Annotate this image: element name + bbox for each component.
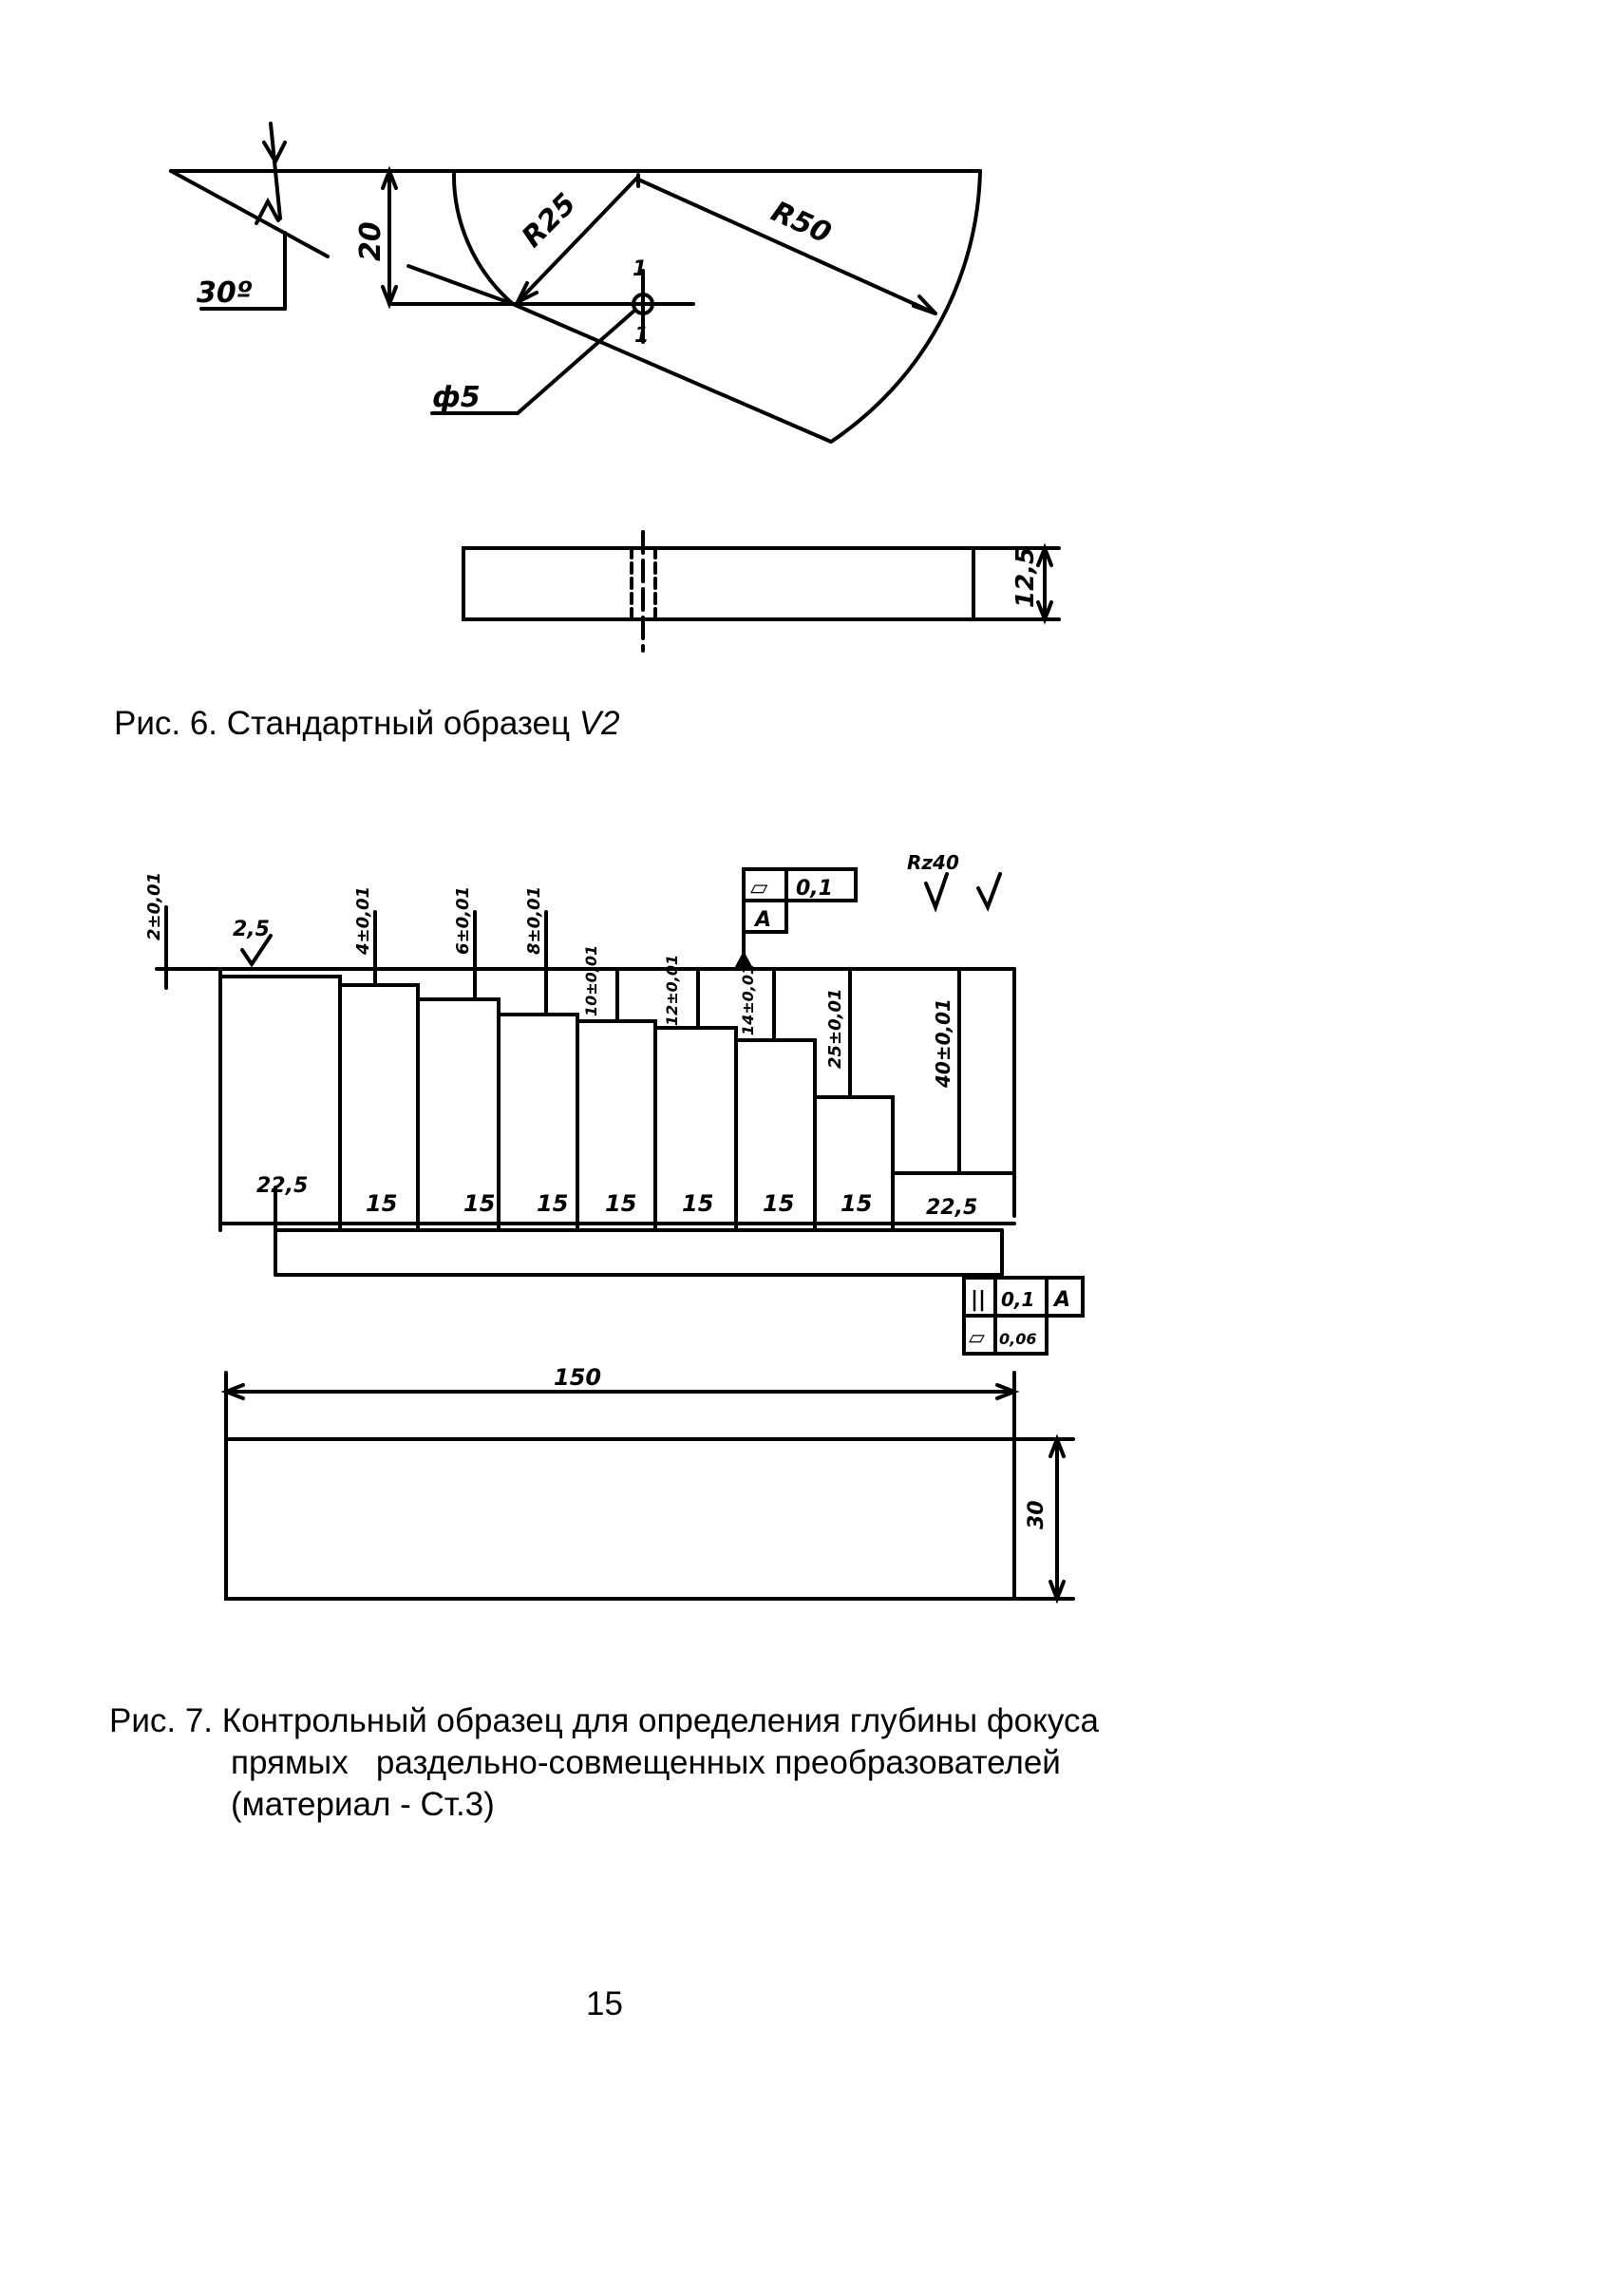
phi5-extension: [408, 266, 513, 304]
depth-label-6: 12±0,01: [663, 954, 681, 1026]
parallel-symbol: ||: [971, 1288, 987, 1312]
phi5-leader: [518, 311, 634, 413]
figure7-caption-line2: прямых раздельно-совмещенных преобразователей: [231, 1744, 1061, 1781]
depth-label-7: 14±0,01: [739, 963, 757, 1035]
flatness-2-symbol: ▱: [969, 1326, 985, 1350]
width-label-9: 22,5: [926, 1196, 978, 1220]
roughness-local-label: 2,5: [233, 918, 270, 941]
flatness-value: 0,1: [796, 877, 833, 901]
width-label: 30: [1025, 1500, 1049, 1529]
phi5-label: ф5: [432, 381, 481, 414]
figure6-drawing: [171, 123, 1059, 651]
depth-label-3: 6±0,01: [453, 885, 473, 955]
width-label-3: 15: [463, 1190, 496, 1217]
height-label: 20: [354, 221, 387, 261]
v2-side-view: [463, 548, 973, 619]
section-mark-bottom: 1: [634, 324, 650, 348]
block-plan-view: [226, 1439, 1014, 1599]
angle-label: 30º: [197, 276, 253, 310]
flatness-datum: A: [755, 908, 772, 932]
depth-label-4: 8±0,01: [524, 885, 544, 955]
figure7-caption-line1: Рис. 7. Контрольный образец для определения глубины фокуса: [109, 1702, 1099, 1739]
page-number: 15: [586, 1985, 623, 2022]
v2-outer-arc: [831, 171, 980, 442]
figure7-caption-line3: (материал - Ст.3): [231, 1786, 495, 1823]
depth-label-5: 10±0,01: [582, 944, 600, 1016]
length-label: 150: [554, 1364, 602, 1391]
width-label-4: 15: [537, 1190, 569, 1217]
width-label-6: 15: [682, 1190, 714, 1217]
flatness-symbol: ▱: [750, 874, 768, 901]
v2-bottom-edge: [513, 304, 831, 442]
width-label-7: 15: [763, 1190, 795, 1217]
section-mark-top: 1: [633, 257, 648, 281]
parallel-datum: A: [1054, 1288, 1071, 1312]
r50-label: R50: [765, 195, 837, 251]
roughness-check-mark: [978, 874, 1000, 907]
figure6-caption-italic: V2: [578, 705, 620, 742]
angle-arrow-bottom: [256, 201, 278, 223]
depth-label-8: 25±0,01: [825, 988, 845, 1069]
figure7-drawing: [157, 869, 1083, 1599]
width-label-5: 15: [605, 1190, 637, 1217]
width-label-8: 15: [841, 1190, 873, 1217]
width-label-1: 22,5: [256, 1174, 309, 1198]
depth-label-9: 40±0,01: [932, 998, 954, 1088]
roughness-main-mark: [926, 874, 947, 907]
depth-label-2: 4±0,01: [353, 885, 373, 955]
r25-label: R25: [515, 187, 583, 255]
width-label-2: 15: [366, 1190, 398, 1217]
thickness-label: 12,5: [1011, 546, 1040, 608]
angle-line: [171, 171, 328, 256]
figure6-caption: [114, 703, 620, 745]
flatness-2-value: 0,06: [999, 1330, 1037, 1348]
depth-label-1: 2±0,01: [144, 871, 164, 940]
parallel-value: 0,1: [1001, 1288, 1035, 1311]
figure6-caption-prefix: Рис. 6. Стандартный образец: [114, 705, 579, 742]
roughness-main-label: Rz40: [907, 851, 959, 874]
